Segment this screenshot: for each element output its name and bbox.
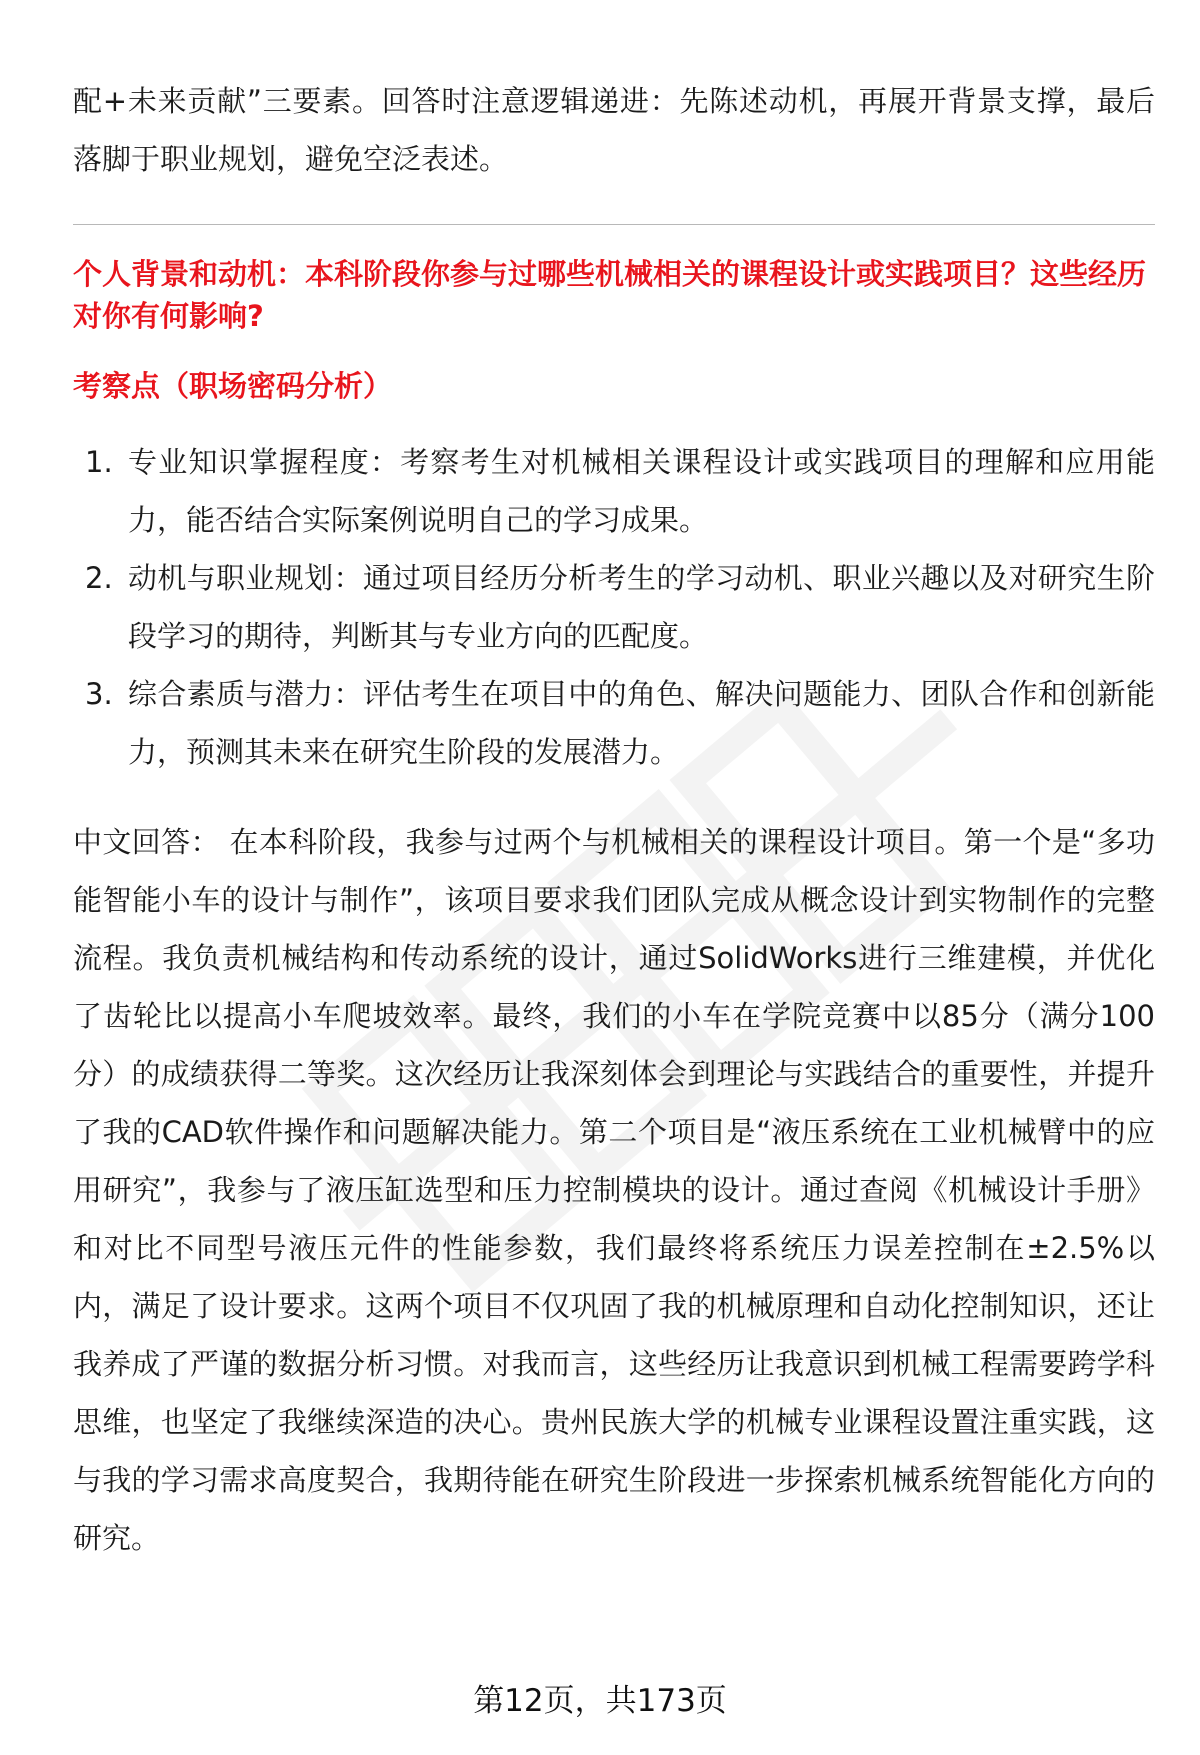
answer-paragraph: 中文回答： 在本科阶段，我参与过两个与机械相关的课程设计项目。第一个是“多功能智能小车的设计与制作”，该项目要求我们团队完成从概念设计到实物制作的完整流程。我负责机械结构和传动系统的设计，通过SolidWorks进行三维建模，并优化了齿轮比以提高小车爬坡效率。最终，我们的小车在学院竞赛中以85分（满分100分）的成绩获得二等奖。这次经历让我深刻体会到理论与实践结合的重要性，并提升了我的CAD软件操作和问题解决能力。第二个项目是“液压系统在工业机械臂中的应用研究”，我参与了液压缸选型和压力控制模块的设计。通过查阅《机械设计手册》和对比不同型号液压元件的性能参数，我们最终将系统压力误差控制在±2.5%以内，满足了设计要求。这两个项目不仅巩固了我的机械原理和自动化控制知识，还让我养成了严谨的数据分析习惯。对我而言，这些经历让我意识到机械工程需要跨学科思维，也坚定了我继续深造的决心。贵州民族大学的机械专业课程设置注重实践，这与我的学习需求高度契合，我期待能在研究生阶段进一步探索机械系统智能化方向的研究。	[73, 825, 1155, 1555]
question-title: 个人背景和动机：本科阶段你参与过哪些机械相关的课程设计或实践项目？这些经历对你有何影响?	[73, 257, 1147, 333]
main-content	[73, 72, 1155, 1567]
list-item	[73, 549, 1155, 665]
analysis-heading: 考察点（职场密码分析）	[73, 369, 393, 403]
list-item-number: 1.	[85, 445, 113, 479]
list-item-text: 综合素质与潜力：评估考生在项目中的角色、解决问题能力、团队合作和创新能力，预测其未来在研究生阶段的发展潜力。	[128, 677, 1155, 769]
list-item-text: 专业知识掌握程度：考察考生对机械相关课程设计或实践项目的理解和应用能力，能否结合实际案例说明自己的学习成果。	[128, 445, 1155, 537]
page-number-footer: 第12页，共173页	[473, 1683, 727, 1719]
intro-paragraph: 配+未来贡献”三要素。回答时注意逻辑递进：先陈述动机，再展开背景支撑，最后落脚于职业规划，避免空泛表述。	[73, 84, 1155, 176]
list-item	[73, 433, 1155, 549]
list-item-text: 动机与职业规划：通过项目经历分析考生的学习动机、职业兴趣以及对研究生阶段学习的期待，判断其与专业方向的匹配度。	[128, 561, 1155, 653]
analysis-points-list	[73, 433, 1155, 781]
section-divider	[73, 224, 1155, 225]
list-item-number: 2.	[85, 561, 113, 595]
list-item-number: 3.	[85, 677, 113, 711]
list-item	[73, 665, 1155, 781]
